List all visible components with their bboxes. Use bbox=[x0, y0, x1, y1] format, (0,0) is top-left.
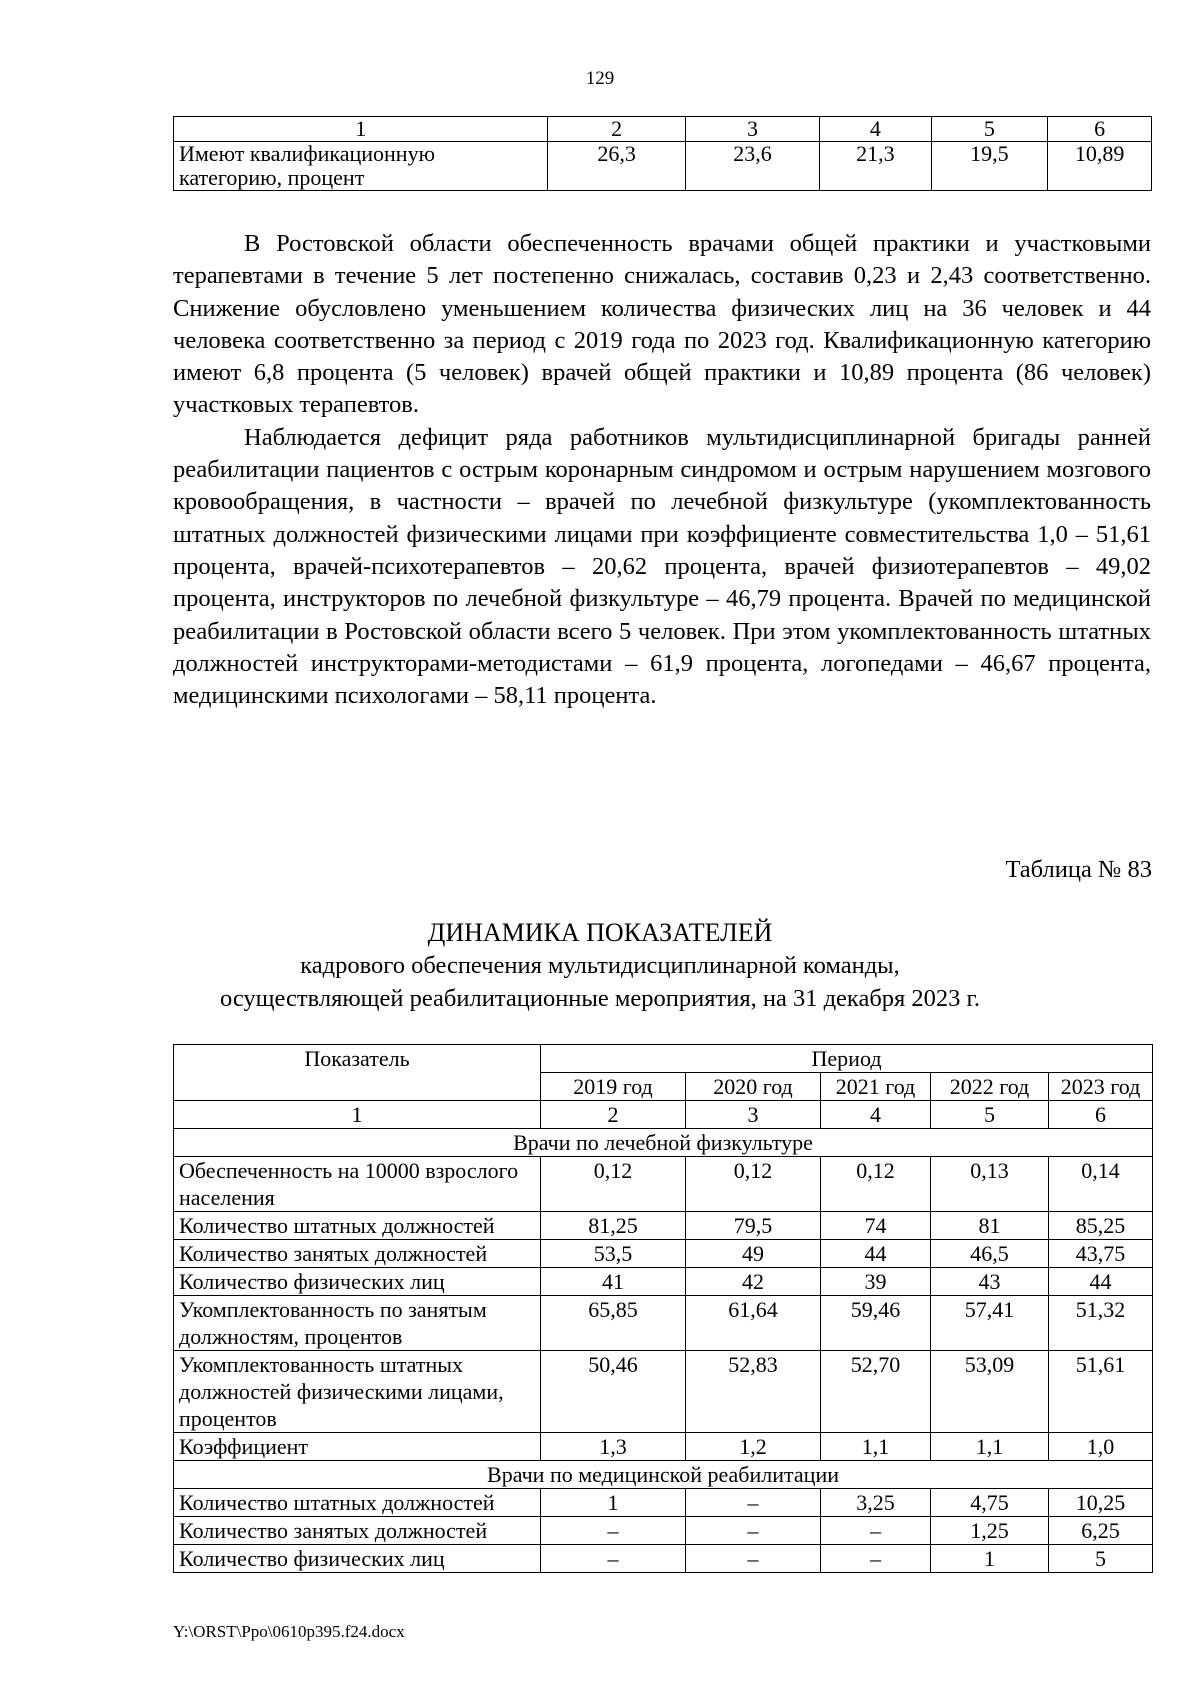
cell-value: 43,75 bbox=[1049, 1240, 1153, 1268]
section-title: Врачи по медицинской реабилитации bbox=[174, 1461, 1153, 1489]
cell-value: – bbox=[686, 1517, 821, 1545]
cell-value: 44 bbox=[821, 1240, 931, 1268]
row-label: Имеют квалификационную категорию, процент bbox=[174, 142, 548, 191]
cell-value: 1,1 bbox=[821, 1433, 931, 1461]
column-number: 4 bbox=[820, 117, 931, 142]
cell-value: 51,32 bbox=[1049, 1296, 1153, 1351]
cell-value: 23,6 bbox=[685, 142, 819, 191]
column-number: 6 bbox=[1049, 1101, 1153, 1129]
cell-value: 74 bbox=[821, 1212, 931, 1240]
cell-value: 1 bbox=[541, 1489, 686, 1517]
table-subtitle: осуществляющей реабилитационные мероприятия, на 31 декабря 2023 г. bbox=[220, 985, 980, 1012]
file-path-footer: Y:\ORST\Ppo\0610p395.f24.docx bbox=[173, 1622, 405, 1641]
cell-value: 57,41 bbox=[931, 1296, 1049, 1351]
row-label: Количество занятых должностей bbox=[174, 1517, 541, 1545]
cell-value: 53,09 bbox=[931, 1351, 1049, 1433]
table-row bbox=[174, 1296, 1153, 1351]
table-number-label: Таблица № 83 bbox=[1005, 856, 1152, 883]
row-label: Количество занятых должностей bbox=[174, 1240, 541, 1268]
cell-value: 39 bbox=[821, 1268, 931, 1296]
cell-value: 81 bbox=[931, 1212, 1049, 1240]
table-header-row bbox=[174, 1045, 1153, 1073]
cell-value: 59,46 bbox=[821, 1296, 931, 1351]
year-header: 2022 год bbox=[931, 1073, 1049, 1101]
cell-value: – bbox=[541, 1545, 686, 1573]
cell-value: 1 bbox=[931, 1545, 1049, 1573]
cell-value: 0,12 bbox=[686, 1157, 821, 1212]
cell-value: 85,25 bbox=[1049, 1212, 1153, 1240]
table-row bbox=[174, 1240, 1153, 1268]
cell-value: 0,14 bbox=[1049, 1157, 1153, 1212]
paragraph: Наблюдается дефицит ряда работников мультидисциплинарной бригады ранней реабилитации пациентов с острым коронарным синдромом и острым нарушением мозгового кровообращения, в частности – врачей по лечебной физкультуре (укомплектованность штатных должностей физическими лицами при коэффициенте совместительства 1,0 – 51,61 процента, врачей-психотерапевтов – 20,62 процента, врачей физиотерапевтов – 49,02 процента, инструкторов по лечебной физкультуре – 46,79 процента. Врачей по медицинской реабилитации в Ростовской области всего 5 человек. При этом укомплектованность штатных должностей инструкторами-методистами – 61,9 процента, логопедами – 46,67 процента, медицинскими психологами – 58,11 процента. bbox=[173, 423, 1151, 710]
cell-value: 1,3 bbox=[541, 1433, 686, 1461]
row-label: Количество физических лиц bbox=[174, 1545, 541, 1573]
column-number: 5 bbox=[931, 1101, 1049, 1129]
cell-value: 10,89 bbox=[1048, 142, 1152, 191]
indicator-header: Показатель bbox=[174, 1045, 541, 1101]
row-label: Обеспеченность на 10000 взрослого населения bbox=[174, 1157, 541, 1212]
year-header: 2021 год bbox=[821, 1073, 931, 1101]
row-label: Укомплектованность по занятым должностям, процентов bbox=[174, 1296, 541, 1351]
cell-value: 1,0 bbox=[1049, 1433, 1153, 1461]
table-row bbox=[174, 1517, 1153, 1545]
page-number: 129 bbox=[585, 68, 615, 89]
cell-value: 3,25 bbox=[821, 1489, 931, 1517]
cell-value: 52,83 bbox=[686, 1351, 821, 1433]
table-row bbox=[174, 1268, 1153, 1296]
staffing-dynamics-table bbox=[173, 1044, 1153, 1573]
cell-value: 41 bbox=[541, 1268, 686, 1296]
year-header: 2020 год bbox=[686, 1073, 821, 1101]
section-row bbox=[174, 1461, 1153, 1489]
table-row bbox=[174, 1433, 1153, 1461]
cell-value: 49 bbox=[686, 1240, 821, 1268]
cell-value: – bbox=[541, 1517, 686, 1545]
period-header: Период bbox=[541, 1045, 1153, 1073]
cell-value: 53,5 bbox=[541, 1240, 686, 1268]
cell-value: 61,64 bbox=[686, 1296, 821, 1351]
cell-value: 21,3 bbox=[820, 142, 931, 191]
body-text bbox=[173, 228, 1151, 712]
cell-value: 50,46 bbox=[541, 1351, 686, 1433]
year-header: 2023 год bbox=[1049, 1073, 1153, 1101]
column-number: 3 bbox=[685, 117, 819, 142]
cell-value: 52,70 bbox=[821, 1351, 931, 1433]
column-numbers-row bbox=[174, 1101, 1153, 1129]
column-number: 4 bbox=[821, 1101, 931, 1129]
section-row bbox=[174, 1129, 1153, 1157]
row-label: Количество штатных должностей bbox=[174, 1212, 541, 1240]
column-number: 6 bbox=[1048, 117, 1152, 142]
column-number: 1 bbox=[174, 117, 548, 142]
cell-value: 44 bbox=[1049, 1268, 1153, 1296]
row-label: Количество штатных должностей bbox=[174, 1489, 541, 1517]
table-body bbox=[174, 1129, 1153, 1573]
column-number: 5 bbox=[931, 117, 1048, 142]
cell-value: 46,5 bbox=[931, 1240, 1049, 1268]
table-row bbox=[174, 1545, 1153, 1573]
cell-value: 81,25 bbox=[541, 1212, 686, 1240]
row-label: Коэффициент bbox=[174, 1433, 541, 1461]
table-row bbox=[174, 1351, 1153, 1433]
cell-value: 65,85 bbox=[541, 1296, 686, 1351]
cell-value: – bbox=[821, 1517, 931, 1545]
cell-value: 19,5 bbox=[931, 142, 1048, 191]
cell-value: – bbox=[686, 1545, 821, 1573]
cell-value: 1,25 bbox=[931, 1517, 1049, 1545]
year-header: 2019 год bbox=[541, 1073, 686, 1101]
cell-value: 26,3 bbox=[548, 142, 686, 191]
row-label: Укомплектованность штатных должностей физическими лицами, процентов bbox=[174, 1351, 541, 1433]
cell-value: 4,75 bbox=[931, 1489, 1049, 1517]
row-label: Количество физических лиц bbox=[174, 1268, 541, 1296]
table-row bbox=[174, 1489, 1153, 1517]
continuation-table bbox=[173, 116, 1152, 191]
cell-value: 51,61 bbox=[1049, 1351, 1153, 1433]
table-row bbox=[174, 1157, 1153, 1212]
column-number: 2 bbox=[548, 117, 686, 142]
cell-value: 79,5 bbox=[686, 1212, 821, 1240]
cell-value: 0,13 bbox=[931, 1157, 1049, 1212]
cell-value: – bbox=[821, 1545, 931, 1573]
table-subtitle: кадрового обеспечения мультидисциплинарной команды, bbox=[300, 952, 900, 979]
paragraph: В Ростовской области обеспеченность врачами общей практики и участковыми терапевтами в течение 5 лет постепенно снижалась, составив 0,23 и 2,43 соответственно. Снижение обусловлено уменьшением количества физических лиц на 36 человек и 44 человека соответственно за период с 2019 года по 2023 год. Квалификационную категорию имеют 6,8 процента (5 человек) врачей общей практики и 10,89 процента (86 человек) участковых терапевтов. bbox=[173, 230, 1151, 419]
cell-value: 42 bbox=[686, 1268, 821, 1296]
cell-value: 5 bbox=[1049, 1545, 1153, 1573]
column-number: 3 bbox=[686, 1101, 821, 1129]
table-row bbox=[174, 1212, 1153, 1240]
cell-value: 0,12 bbox=[541, 1157, 686, 1212]
cell-value: 1,2 bbox=[686, 1433, 821, 1461]
cell-value: – bbox=[686, 1489, 821, 1517]
column-number: 1 bbox=[174, 1101, 541, 1129]
section-title: Врачи по лечебной физкультуре bbox=[174, 1129, 1153, 1157]
cell-value: 0,12 bbox=[821, 1157, 931, 1212]
table-header-row bbox=[174, 117, 1152, 142]
table-title: ДИНАМИКА ПОКАЗАТЕЛЕЙ bbox=[427, 918, 773, 947]
table-row bbox=[174, 142, 1152, 191]
column-number: 2 bbox=[541, 1101, 686, 1129]
cell-value: 43 bbox=[931, 1268, 1049, 1296]
cell-value: 1,1 bbox=[931, 1433, 1049, 1461]
cell-value: 6,25 bbox=[1049, 1517, 1153, 1545]
cell-value: 10,25 bbox=[1049, 1489, 1153, 1517]
